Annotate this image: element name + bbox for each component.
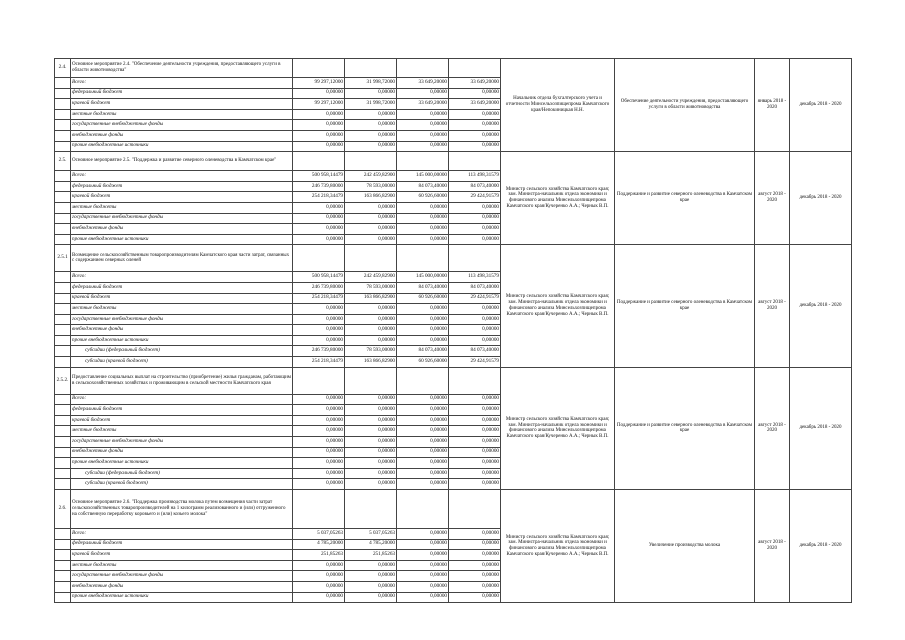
section-code: 2.5.1: [55, 245, 71, 272]
amount-cell: 246 739,80000: [293, 346, 345, 357]
amount-cell: 0,00000: [345, 479, 397, 490]
start-period: январь 2018 - 2020: [755, 59, 790, 152]
row-spacer: [55, 592, 71, 603]
amount-cell: 145 000,00000: [397, 171, 449, 182]
funding-source-label: Всего:: [71, 529, 293, 540]
amount-cell: 0,00000: [345, 304, 397, 315]
empty-cell: [397, 490, 449, 529]
row-spacer: [55, 213, 71, 224]
row-spacer: [55, 78, 71, 89]
row-spacer: [55, 120, 71, 131]
amount-cell: 84 073,40000: [397, 346, 449, 357]
amount-cell: 0,00000: [397, 325, 449, 336]
amount-cell: 0,00000: [397, 88, 449, 99]
row-spacer: [55, 550, 71, 561]
section-title: Основное мероприятие 2.6. "Поддержка производства молока путем возмещения части затрат сельскохозяйственных товаропроизводителей на 1 килограмм реализованного и (или) отгруженного на собственную переработку коровьего и (или) козьего молока": [71, 490, 293, 529]
amount-cell: 0,00000: [345, 325, 397, 336]
amount-cell: 0,00000: [293, 437, 345, 448]
amount-cell: 0,00000: [449, 405, 501, 416]
funding-source-label: федеральный бюджет: [71, 282, 293, 293]
amount-cell: 0,00000: [397, 234, 449, 245]
funding-source-label: федеральный бюджет: [71, 539, 293, 550]
section-header-row: [55, 59, 852, 78]
row-spacer: [55, 529, 71, 540]
amount-cell: 0,00000: [293, 335, 345, 346]
expected-result: Обеспечение деятельности учреждения, предоставляющего услуги в области животноводства: [615, 59, 755, 152]
amount-cell: 4 785,20000: [345, 539, 397, 550]
row-spacer: [55, 405, 71, 416]
funding-source-label: краевой бюджет: [71, 192, 293, 203]
amount-cell: 254 218,34479: [293, 357, 345, 368]
empty-cell: [345, 367, 397, 394]
amount-cell: 0,00000: [345, 394, 397, 405]
amount-cell: 0,00000: [397, 120, 449, 131]
amount-cell: 0,00000: [345, 447, 397, 458]
amount-cell: 0,00000: [345, 202, 397, 213]
empty-cell: [293, 152, 345, 171]
amount-cell: 0,00000: [293, 109, 345, 120]
amount-cell: 500 958,14479: [293, 272, 345, 283]
responsible-executor: Министр сельского хозяйства Камчатского края; зам. Министра-начальник отдела экономики и финансового анализа Минсельхозпищепрома Камчатского края/Кучеренко А.А.; Чернык В.П.: [501, 245, 615, 367]
row-spacer: [55, 335, 71, 346]
row-spacer: [55, 581, 71, 592]
amount-cell: 0,00000: [397, 141, 449, 152]
funding-source-label: субсидии (краевой бюджет): [71, 357, 293, 368]
row-spacer: [55, 571, 71, 582]
amount-cell: 0,00000: [293, 458, 345, 469]
row-spacer: [55, 304, 71, 315]
amount-cell: 33 649,20000: [397, 78, 449, 89]
amount-cell: 0,00000: [449, 224, 501, 235]
amount-cell: 163 866,82900: [345, 192, 397, 203]
amount-cell: 84 073,40000: [397, 282, 449, 293]
row-spacer: [55, 181, 71, 192]
funding-source-label: местные бюджеты: [71, 109, 293, 120]
funding-source-label: государственные внебюджетные фонды: [71, 120, 293, 131]
amount-cell: 0,00000: [397, 529, 449, 540]
amount-cell: 5 037,05263: [293, 529, 345, 540]
amount-cell: 0,00000: [397, 202, 449, 213]
amount-cell: 0,00000: [293, 426, 345, 437]
amount-cell: 0,00000: [449, 335, 501, 346]
empty-cell: [397, 367, 449, 394]
row-spacer: [55, 99, 71, 110]
amount-cell: 60 926,60000: [397, 357, 449, 368]
start-period: август 2018 - 2020: [755, 367, 790, 489]
amount-cell: 0,00000: [345, 213, 397, 224]
row-spacer: [55, 447, 71, 458]
amount-cell: 33 649,20000: [449, 99, 501, 110]
funding-source-label: местные бюджеты: [71, 202, 293, 213]
amount-cell: 0,00000: [397, 550, 449, 561]
amount-cell: 0,00000: [345, 88, 397, 99]
amount-cell: 0,00000: [449, 479, 501, 490]
amount-cell: 78 593,00000: [345, 181, 397, 192]
amount-cell: 60 926,60000: [397, 192, 449, 203]
expected-result: Поддержание и развитие северного оленеводства в Камчатском крае: [615, 152, 755, 245]
row-spacer: [55, 458, 71, 469]
row-spacer: [55, 415, 71, 426]
end-period: декабрь 2018 - 2020: [790, 245, 852, 367]
empty-cell: [449, 152, 501, 171]
amount-cell: 0,00000: [449, 202, 501, 213]
amount-cell: 0,00000: [293, 560, 345, 571]
amount-cell: 0,00000: [449, 88, 501, 99]
funding-source-label: федеральный бюджет: [71, 181, 293, 192]
row-spacer: [55, 234, 71, 245]
amount-cell: 84 073,40000: [449, 181, 501, 192]
funding-source-label: краевой бюджет: [71, 293, 293, 304]
amount-cell: 33 649,20000: [449, 78, 501, 89]
amount-cell: 0,00000: [345, 335, 397, 346]
funding-source-label: субсидии (федеральный бюджет): [71, 468, 293, 479]
amount-cell: 0,00000: [449, 458, 501, 469]
amount-cell: 0,00000: [345, 468, 397, 479]
amount-cell: 0,00000: [293, 88, 345, 99]
amount-cell: 0,00000: [449, 141, 501, 152]
section-title: Предоставление социальных выплат на строительство (приобретение) жилья гражданам, работающим в сельскохозяйственных хозяйствах и проживающим в сельской местности Камчатского края: [71, 367, 293, 394]
empty-cell: [397, 152, 449, 171]
amount-cell: 0,00000: [449, 539, 501, 550]
row-spacer: [55, 282, 71, 293]
funding-source-label: государственные внебюджетные фонды: [71, 437, 293, 448]
funding-source-label: внебюджетные фонды: [71, 325, 293, 336]
section-title: Основное мероприятие 2.5. "Поддержка и развитие северного оленеводства в Камчатском крае": [71, 152, 293, 171]
amount-cell: 0,00000: [293, 202, 345, 213]
funding-source-label: краевой бюджет: [71, 550, 293, 561]
amount-cell: 251,85263: [293, 550, 345, 561]
funding-source-label: местные бюджеты: [71, 304, 293, 315]
amount-cell: 251,85263: [345, 550, 397, 561]
start-period: август 2018 - 2020: [755, 245, 790, 367]
amount-cell: 5 037,05263: [345, 529, 397, 540]
section-code: 2.4.: [55, 59, 71, 78]
amount-cell: 60 926,60000: [397, 293, 449, 304]
amount-cell: 0,00000: [345, 120, 397, 131]
empty-cell: [449, 490, 501, 529]
row-spacer: [55, 426, 71, 437]
amount-cell: 0,00000: [449, 314, 501, 325]
amount-cell: 0,00000: [449, 213, 501, 224]
row-spacer: [55, 479, 71, 490]
amount-cell: 0,00000: [345, 141, 397, 152]
amount-cell: 0,00000: [293, 581, 345, 592]
amount-cell: 29 424,91579: [449, 357, 501, 368]
funding-source-label: Всего:: [71, 272, 293, 283]
amount-cell: 0,00000: [293, 141, 345, 152]
row-spacer: [55, 325, 71, 336]
responsible-executor: Министр сельского хозяйства Камчатского края; зам. Министра-начальник отдела экономики и финансового анализа Минсельхозпищепрома Камчатского края/Кучеренко А.А.; Чернык В.П.: [501, 490, 615, 603]
section-title: Возмещение сельскохозяйственным товаропроизводителям Камчатского края части затрат, связанных с содержанием северных оленей: [71, 245, 293, 272]
amount-cell: 0,00000: [293, 325, 345, 336]
amount-cell: 0,00000: [449, 550, 501, 561]
amount-cell: 0,00000: [345, 592, 397, 603]
end-period: декабрь 2018 - 2020: [790, 367, 852, 489]
row-spacer: [55, 224, 71, 235]
amount-cell: 78 593,00000: [345, 282, 397, 293]
amount-cell: 31 998,72000: [345, 99, 397, 110]
amount-cell: 0,00000: [397, 581, 449, 592]
amount-cell: 254 218,34479: [293, 192, 345, 203]
funding-source-label: государственные внебюджетные фонды: [71, 213, 293, 224]
amount-cell: 99 297,12000: [293, 78, 345, 89]
amount-cell: 0,00000: [345, 415, 397, 426]
amount-cell: 0,00000: [345, 560, 397, 571]
amount-cell: 242 459,82900: [345, 272, 397, 283]
funding-source-label: внебюджетные фонды: [71, 447, 293, 458]
section-header-row: [55, 152, 852, 171]
end-period: декабрь 2018 - 2020: [790, 152, 852, 245]
expected-result: Увеличение производства молока: [615, 490, 755, 603]
funding-source-label: прочие внебюджетные источники: [71, 592, 293, 603]
row-spacer: [55, 357, 71, 368]
empty-cell: [345, 152, 397, 171]
amount-cell: 0,00000: [449, 571, 501, 582]
amount-cell: 163 866,82900: [345, 293, 397, 304]
amount-cell: 0,00000: [449, 447, 501, 458]
amount-cell: 0,00000: [449, 394, 501, 405]
row-spacer: [55, 141, 71, 152]
amount-cell: 4 785,20000: [293, 539, 345, 550]
amount-cell: 0,00000: [449, 581, 501, 592]
amount-cell: 500 958,14479: [293, 171, 345, 182]
funding-source-label: прочие внебюджетные источники: [71, 335, 293, 346]
row-spacer: [55, 293, 71, 304]
amount-cell: 0,00000: [397, 458, 449, 469]
amount-cell: 0,00000: [449, 304, 501, 315]
amount-cell: 0,00000: [293, 592, 345, 603]
amount-cell: 246 739,80000: [293, 282, 345, 293]
amount-cell: 0,00000: [293, 130, 345, 141]
funding-source-label: субсидии (краевой бюджет): [71, 479, 293, 490]
section-code: 2.6.: [55, 490, 71, 529]
funding-source-label: государственные внебюджетные фонды: [71, 314, 293, 325]
row-spacer: [55, 539, 71, 550]
empty-cell: [293, 59, 345, 78]
amount-cell: 84 073,40000: [397, 181, 449, 192]
amount-cell: 0,00000: [345, 405, 397, 416]
amount-cell: 254 218,34479: [293, 293, 345, 304]
amount-cell: 0,00000: [345, 130, 397, 141]
amount-cell: 0,00000: [345, 234, 397, 245]
funding-source-label: государственные внебюджетные фонды: [71, 571, 293, 582]
section-code: 2.5.2.: [55, 367, 71, 394]
section-header-row: [55, 490, 852, 529]
end-period: декабрь 2018 - 2020: [790, 490, 852, 603]
funding-source-label: краевой бюджет: [71, 415, 293, 426]
amount-cell: 0,00000: [449, 415, 501, 426]
amount-cell: 0,00000: [397, 314, 449, 325]
amount-cell: 0,00000: [449, 234, 501, 245]
row-spacer: [55, 202, 71, 213]
amount-cell: 0,00000: [397, 130, 449, 141]
empty-cell: [293, 367, 345, 394]
budget-table-body: [55, 59, 852, 603]
amount-cell: 0,00000: [397, 437, 449, 448]
amount-cell: 0,00000: [345, 581, 397, 592]
amount-cell: 0,00000: [293, 314, 345, 325]
amount-cell: 0,00000: [449, 325, 501, 336]
funding-source-label: Всего:: [71, 78, 293, 89]
row-spacer: [55, 314, 71, 325]
funding-source-label: Всего:: [71, 171, 293, 182]
row-spacer: [55, 346, 71, 357]
empty-cell: [345, 245, 397, 272]
amount-cell: 0,00000: [345, 571, 397, 582]
amount-cell: 0,00000: [449, 437, 501, 448]
expected-result: Поддержание и развитие северного оленеводства в Камчатском крае: [615, 367, 755, 489]
amount-cell: 0,00000: [449, 560, 501, 571]
amount-cell: 0,00000: [293, 447, 345, 458]
row-spacer: [55, 109, 71, 120]
amount-cell: 113 498,31579: [449, 272, 501, 283]
section-title: Основное мероприятие 2.4. "Обеспечение деятельности учреждения, предоставляющего услуги в области животноводства": [71, 59, 293, 78]
amount-cell: 29 424,91579: [449, 293, 501, 304]
amount-cell: 0,00000: [345, 458, 397, 469]
funding-source-label: федеральный бюджет: [71, 88, 293, 99]
amount-cell: 113 498,31579: [449, 171, 501, 182]
funding-source-label: внебюджетные фонды: [71, 224, 293, 235]
amount-cell: 0,00000: [397, 415, 449, 426]
amount-cell: 163 866,82900: [345, 357, 397, 368]
amount-cell: 0,00000: [345, 426, 397, 437]
amount-cell: 0,00000: [397, 592, 449, 603]
amount-cell: 0,00000: [293, 234, 345, 245]
funding-source-label: внебюджетные фонды: [71, 581, 293, 592]
end-period: декабрь 2018 - 2020: [790, 59, 852, 152]
empty-cell: [449, 367, 501, 394]
funding-source-label: внебюджетные фонды: [71, 130, 293, 141]
amount-cell: 0,00000: [293, 468, 345, 479]
row-spacer: [55, 171, 71, 182]
amount-cell: 0,00000: [345, 109, 397, 120]
amount-cell: 0,00000: [397, 109, 449, 120]
empty-cell: [397, 245, 449, 272]
row-spacer: [55, 272, 71, 283]
amount-cell: 0,00000: [397, 224, 449, 235]
amount-cell: 0,00000: [397, 539, 449, 550]
empty-cell: [345, 59, 397, 78]
budget-table: [54, 58, 852, 603]
amount-cell: 0,00000: [293, 213, 345, 224]
empty-cell: [293, 490, 345, 529]
empty-cell: [449, 245, 501, 272]
amount-cell: 0,00000: [397, 468, 449, 479]
funding-source-label: местные бюджеты: [71, 560, 293, 571]
amount-cell: 0,00000: [449, 529, 501, 540]
funding-source-label: прочие внебюджетные источники: [71, 234, 293, 245]
funding-source-label: Всего:: [71, 394, 293, 405]
amount-cell: 0,00000: [293, 120, 345, 131]
amount-cell: 0,00000: [397, 447, 449, 458]
amount-cell: 0,00000: [397, 560, 449, 571]
amount-cell: 0,00000: [397, 405, 449, 416]
responsible-executor: Министр сельского хозяйства Камчатского края; зам. Министра-начальник отдела экономики и финансового анализа Минсельхозпищепрома Камчатского края/Кучеренко А.А.; Чернык В.П.: [501, 367, 615, 489]
amount-cell: 0,00000: [397, 304, 449, 315]
amount-cell: 0,00000: [345, 314, 397, 325]
amount-cell: 31 998,72000: [345, 78, 397, 89]
row-spacer: [55, 468, 71, 479]
section-code: 2.5.: [55, 152, 71, 171]
amount-cell: 242 459,82900: [345, 171, 397, 182]
amount-cell: 0,00000: [293, 479, 345, 490]
funding-source-label: федеральный бюджет: [71, 405, 293, 416]
start-period: август 2018 - 2020: [755, 152, 790, 245]
amount-cell: 0,00000: [293, 224, 345, 235]
amount-cell: 29 424,91579: [449, 192, 501, 203]
amount-cell: 0,00000: [293, 405, 345, 416]
section-header-row: [55, 245, 852, 272]
funding-source-label: прочие внебюджетные источники: [71, 458, 293, 469]
amount-cell: 0,00000: [397, 394, 449, 405]
amount-cell: 0,00000: [293, 571, 345, 582]
funding-source-label: местные бюджеты: [71, 426, 293, 437]
row-spacer: [55, 560, 71, 571]
section-header-row: [55, 367, 852, 394]
amount-cell: 0,00000: [397, 571, 449, 582]
amount-cell: 145 000,00000: [397, 272, 449, 283]
amount-cell: 0,00000: [397, 335, 449, 346]
amount-cell: 84 073,40000: [449, 282, 501, 293]
row-spacer: [55, 394, 71, 405]
amount-cell: 0,00000: [345, 224, 397, 235]
empty-cell: [345, 490, 397, 529]
amount-cell: 84 073,40000: [449, 346, 501, 357]
amount-cell: 0,00000: [293, 415, 345, 426]
amount-cell: 0,00000: [397, 213, 449, 224]
expected-result: Поддержание и развитие северного оленеводства в Камчатском крае: [615, 245, 755, 367]
responsible-executor: Министр сельского хозяйства Камчатского края; зам. Министра-начальник отдела экономики и финансового анализа Минсельхозпищепрома Камчатского края/Кучеренко А.А.; Чернык В.П.: [501, 152, 615, 245]
amount-cell: 33 649,20000: [397, 99, 449, 110]
amount-cell: 0,00000: [449, 468, 501, 479]
amount-cell: 0,00000: [397, 426, 449, 437]
amount-cell: 0,00000: [449, 592, 501, 603]
row-spacer: [55, 88, 71, 99]
amount-cell: 0,00000: [449, 120, 501, 131]
funding-source-label: прочие внебюджетные источники: [71, 141, 293, 152]
amount-cell: 0,00000: [345, 437, 397, 448]
empty-cell: [293, 245, 345, 272]
amount-cell: 0,00000: [397, 479, 449, 490]
amount-cell: 0,00000: [449, 130, 501, 141]
row-spacer: [55, 437, 71, 448]
row-spacer: [55, 130, 71, 141]
funding-source-label: субсидии (федеральный бюджет): [71, 346, 293, 357]
amount-cell: 0,00000: [449, 109, 501, 120]
start-period: август 2018 - 2020: [755, 490, 790, 603]
amount-cell: 246 739,80000: [293, 181, 345, 192]
empty-cell: [449, 59, 501, 78]
funding-source-label: краевой бюджет: [71, 99, 293, 110]
amount-cell: 78 593,00000: [345, 346, 397, 357]
row-spacer: [55, 192, 71, 203]
responsible-executor: Начальник отдела бухгалтерского учета и отчетности Минсельхозпищепрома Камчатского края/Непокиницкая Н.Н.: [501, 59, 615, 152]
amount-cell: 99 297,12000: [293, 99, 345, 110]
amount-cell: 0,00000: [293, 304, 345, 315]
amount-cell: 0,00000: [449, 426, 501, 437]
amount-cell: 0,00000: [293, 394, 345, 405]
empty-cell: [397, 59, 449, 78]
